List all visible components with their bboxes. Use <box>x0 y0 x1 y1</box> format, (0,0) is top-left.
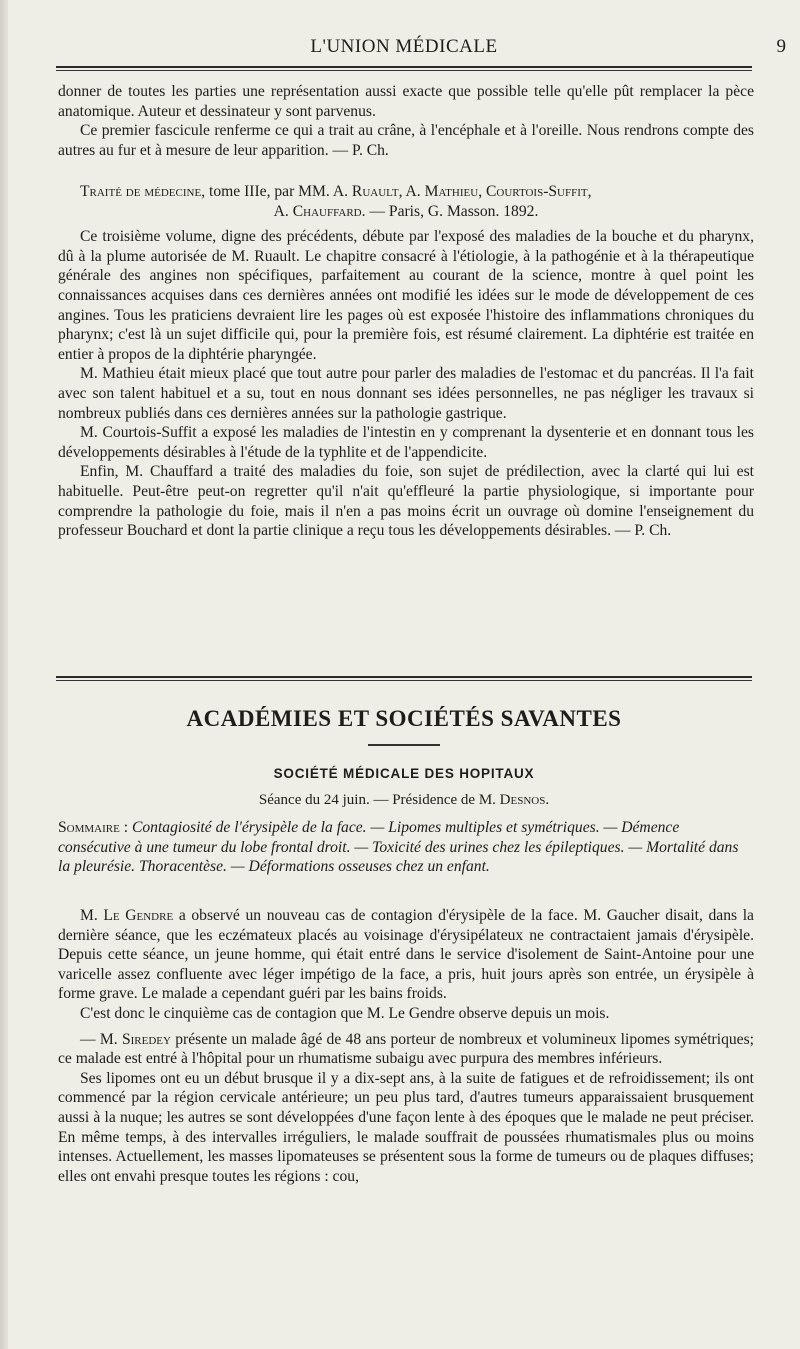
review-continuation <box>58 82 754 160</box>
society-name: SOCIÉTÉ MÉDICALE DES HOPITAUX <box>273 766 535 781</box>
heading-ornament-rule <box>368 744 440 746</box>
minutes-paragraph-1: M. Le Gendre a observé un nouveau cas de contagion d'érysipèle de la face. M. Gaucher disait, dans la dernière séance, que les eczémateux placés au voisinage d'érysipélateux ne contractaient jamais d'érysipèle. Depuis cette séance, un jeune homme, qui était entré dans le service d'isolement de Saint-Antoine pour une varicelle assez confluente avec léger impétigo de la face, a pris, huit jours après son entrée, un érysipèle à forme grave. Le malade a cependant guéri par les bains froids. <box>58 907 754 1003</box>
review2-paragraph: Enfin, M. Chauffard a traité des maladies du foie, son sujet de prédilection, avec la clarté qui lui est habituelle. Peut-être peut-on regretter qu'il n'ait qu'effleuré la partie physiologique, si importante pour comprendre la pathologie du foie, mais il n'en a pas moins écrit un ouvrage où domine l'enseignement du professeur Bouchard et dont la partie clinique a reçu tous les développements désirables. — P. Ch. <box>58 463 754 540</box>
speaker-le-gendre: Le Gendre <box>103 907 174 924</box>
review-2 <box>58 182 754 541</box>
page-edge <box>0 0 8 1349</box>
summary-paragraph: Sommaire : Contagiosité de l'érysipèle de la face. — Lipomes multiples et symétriques. — Démence consécutive à une tumeur du lobe frontal droit. — Toxicité des urines chez les épileptiques. — Mortalité dans la pleurésie. Thoracentèse. — Déformations osseuses chez un enfant. <box>58 819 739 876</box>
book-citation: Traité de médecine, tome IIIe, par MM. A. Ruault, A. Mathieu, Courtois-Suffit, <box>80 183 592 200</box>
review2-paragraph: M. Courtois-Suffit a exposé les maladies de l'intestin en y comprenant la dysenterie et en donnant tous les développements désirables à l'étude de la typhlite et de l'appendicite. <box>58 424 754 461</box>
review2-paragraph: M. Mathieu était mieux placé que tout autre pour parler des maladies de l'estomac et du pancréas. Il l'a fait avec son talent habituel et a su, tout en nous donnant ses idées personnelles, ne pas négliger les travaux si nombreux publiés dans ces dernières années sur la pathologie gastrique. <box>58 365 754 422</box>
session-summary <box>58 818 754 877</box>
session-line: Séance du 24 juin. — Présidence de M. Desnos. <box>258 792 550 808</box>
session-minutes <box>58 906 754 1186</box>
journal-title: L'UNION MÉDICALE <box>310 36 498 57</box>
review2-paragraph: Ce troisième volume, digne des précédents, débute par l'exposé des maladies de la bouche et du pharynx, dû à la plume autorisée de M. Ruault. Le chapitre consacré à l'étiologie, à la pathogénie et à la thérapeutique générale des angines non spécifiques, parfaitement au courant de la science, montre à quel point les connaissances acquises dans ces dernières années ont modifié les idées sur le mode de développement de ces angines. Tous les praticiens devraient lire les pages où est exposée l'histoire des inflammations chroniques du pharynx; c'est là un sujet difficile qui, pour la première fois, est résumé clairement. La diphtérie est traitée en entier à propos de la diphtérie pharyngée. <box>58 228 754 363</box>
author-courtois-suffit: Courtois-Suffit <box>485 183 588 200</box>
header-rule <box>56 66 752 68</box>
president-name: Desnos <box>499 792 546 808</box>
book-citation-line-2: A. Chauffard. — Paris, G. Masson. 1892. <box>273 202 539 220</box>
summary-text: Contagiosité de l'érysipèle de la face. — Lipomes multiples et symétriques. — Démence consécutive à une tumeur du lobe frontal droit. — Toxicité des urines chez les épileptiques. — Mortalité dans la pleurésie. Thoracentèse. — Déformations osseuses chez un enfant. <box>58 819 739 876</box>
author-mathieu: Mathieu <box>424 183 479 200</box>
book-title: Traité de médecine <box>80 183 202 200</box>
speaker-siredey: Siredey <box>121 1030 171 1048</box>
review1-paragraph-2: Ce premier fascicule renferme ce qui a trait au crâne, à l'encéphale et à l'oreille. Nous rendrons compte des autres au fur et à mesure de leur apparition. — P. Ch. <box>58 122 754 159</box>
section-heading: ACADÉMIES ET SOCIÉTÉS SAVANTES <box>186 706 622 731</box>
author-chauffard: Chauffard <box>292 202 362 220</box>
author-ruault: Ruault <box>351 183 399 200</box>
review1-paragraph-1: donner de toutes les parties une représentation aussi exacte que possible telle qu'elle pût remplacer la pèce anatomique. Auteur et dessinateur y sont parvenus. <box>58 83 754 120</box>
document-page <box>8 0 800 1349</box>
section-rule-thin <box>56 680 752 681</box>
minutes-paragraph-4: Ses lipomes ont eu un début brusque il y a dix-sept ans, à la suite de fatigues et de refroidissement; ils ont commencé par la région cervicale antérieure; un peu plus tard, d'autres tumeurs apparaissaient brusquement aussi à la nuque; les autres se sont développées d'une façon lente à des époques que le malade ne peut préciser. En même temps, à des intervalles irréguliers, le malade souffrait de poussées rhumatismales plus ou moins intenses. Actuellement, les masses lipomateuses se présentent sous la forme de tumeurs ou de plaques diffuses; elles ont envahi presque toutes les régions : cou, <box>58 1069 754 1185</box>
header-rule-thin <box>56 70 752 71</box>
page-number: 9 <box>776 36 786 57</box>
running-head <box>8 36 800 60</box>
summary-label: Sommaire <box>58 819 120 836</box>
minutes-paragraph-3: — M. Siredey présente un malade âgé de 48 ans porteur de nombreux et volumineux lipomes symétriques; ce malade est entré à l'hôpital pour un rhumatisme subaigu avec purpura des membres inférieurs. <box>58 1030 755 1068</box>
section-rule <box>56 676 752 678</box>
minutes-paragraph-2: C'est donc le cinquième cas de contagion que M. Le Gendre observe depuis un mois. <box>80 1004 610 1022</box>
